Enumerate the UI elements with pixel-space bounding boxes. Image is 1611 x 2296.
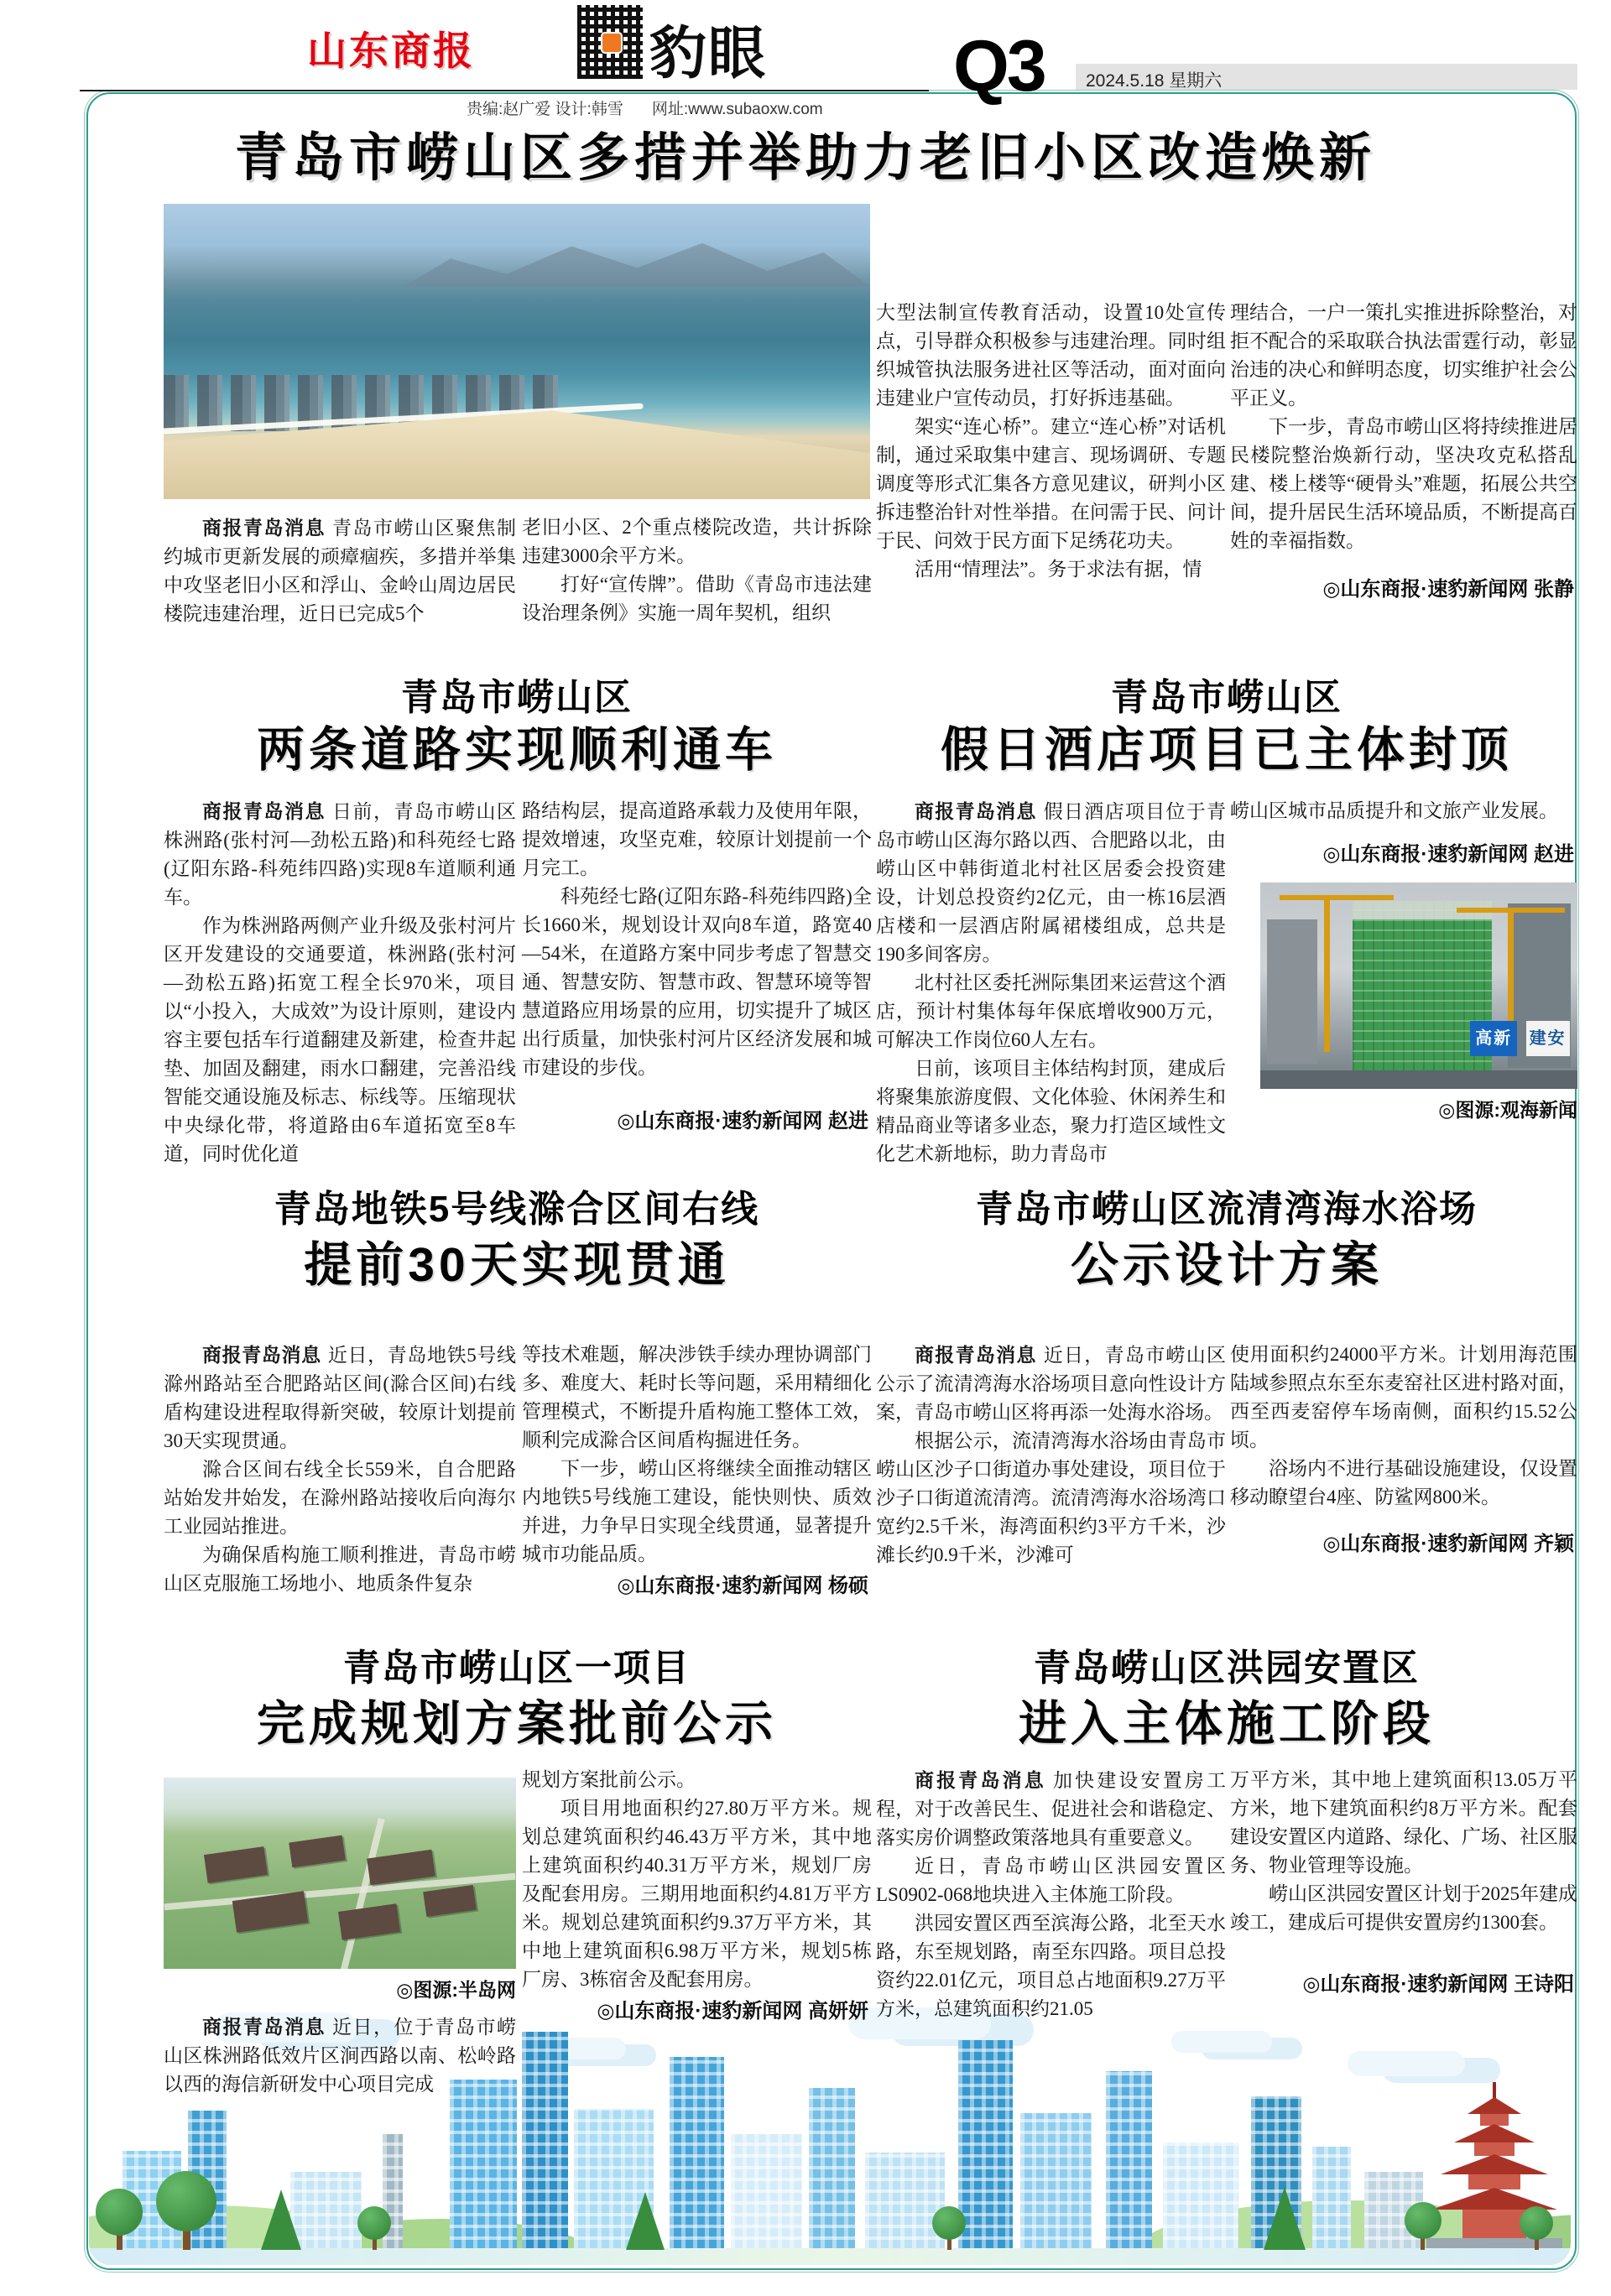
article2-byline: ◎山东商报·速豹新闻网 赵进 (617, 1110, 868, 1132)
article6-photo-caption: ◎图源:半岛网 (396, 1979, 516, 2001)
date-text: 2024.5.18 星期六 (1086, 71, 1223, 91)
article5-headline: 公示设计方案 (1071, 1238, 1383, 1292)
cloud-shape (1171, 2031, 1272, 2053)
building-shape (1312, 2147, 1351, 2252)
article1-column-3 (876, 299, 1226, 584)
page-number: Q3 (953, 26, 1045, 107)
photo-background-tower (1267, 919, 1317, 1064)
article2-column-2 (522, 797, 872, 1136)
pagoda-tier (1480, 2114, 1509, 2126)
photo-building-block (338, 1903, 400, 1939)
paragraph: 近日，青岛市崂山区洪园安置区LS0902-068地块进入主体施工阶段。 (876, 1856, 1226, 1905)
building-shape (731, 2134, 802, 2252)
paragraph: 科苑经七路(辽阳东路-科苑纬四路)全长1660米，规划设计双向8车道，路宽40—54米，在道路方案中同步考虑了智慧交通、智慧安防、智慧市政、智慧环境等智慧道路应用场景的应用，切实提升了城区出行质量，加快张村河片区经济发展和城市建设的步伐。 (522, 886, 872, 1078)
photo-foreground-wall (1260, 1070, 1577, 1089)
pagoda-base-body (1462, 2210, 1526, 2238)
article4-column-1 (164, 1341, 516, 1598)
article6-column-1 (164, 1766, 516, 2099)
paragraph: 老旧小区、2个重点楼院改造，共计拆除违建3000余平方米。 (522, 517, 872, 566)
building-shape (450, 2080, 517, 2252)
tree-crown-shape (1520, 2206, 1553, 2240)
article7-headline: 进入主体施工阶段 (1019, 1697, 1435, 1751)
date-bar (1076, 64, 1577, 90)
article4-headline: 提前30天实现贯通 (304, 1238, 730, 1292)
article4-byline: ◎山东商报·速豹新闻网 杨硕 (617, 1575, 868, 1597)
article4-kicker: 青岛地铁5号线滁合区间右线 (274, 1189, 760, 1230)
paragraph (164, 1341, 516, 1455)
pagoda-roof (1468, 2097, 1521, 2114)
building-shape (290, 2172, 362, 2252)
article1-photo-coastline (164, 204, 870, 499)
paragraph: 万平方米，其中地上建筑面积13.05万平方米，地下建筑面积约8万平方米。配套建设安置区内道路、绿化、广场、社区服务、物业管理等设施。 (1230, 1769, 1577, 1876)
lead-in: 商报青岛消息 (202, 1344, 321, 1366)
header-rule (80, 90, 929, 91)
lead-in: 商报青岛消息 (202, 2016, 326, 2038)
building-shape (809, 2088, 855, 2252)
article7-column-1 (876, 1766, 1226, 2023)
article3-byline: ◎山东商报·速豹新闻网 赵进 (1322, 843, 1574, 866)
building-shape (1020, 2113, 1092, 2252)
paragraph (876, 1341, 1226, 1427)
paragraph: 大型法制宣传教育活动，设置10处宣传点，引导群众积极参与违建治理。同时组织城管执法服务进社区等活动，面对面向违建业户宣传动员，打好拆违基础。 (876, 302, 1226, 409)
pagoda-tier (1468, 2174, 1520, 2189)
article7-column-2 (1230, 1766, 1577, 1999)
article6-byline: ◎山东商报·速豹新闻网 高妍妍 (597, 2000, 868, 2023)
website-url: 网址:www.subaoxw.com (651, 101, 823, 118)
paragraph (876, 1766, 1226, 1852)
paragraph-text: 青岛市崂山区聚焦制约城市更新发展的顽瘴痼疾，多措并举集中攻坚老旧小区和浮山、金岭山周边居民楼院违建治理，近日已完成5个 (164, 518, 516, 624)
paragraph: 活用“情理法”。务于求法有据，情 (915, 559, 1202, 580)
article3-headline: 假日酒店项目已主体封顶 (941, 723, 1513, 777)
paragraph (876, 797, 1226, 969)
paragraph: 使用面积约24000平方米。计划用海范围陆域参照点东至东麦窑社区进村路对面，西至西麦窑停车场南侧，面积约15.52公顷。 (1230, 1344, 1577, 1450)
paragraph-text: 日前，青岛市崂山区株洲路(张村河—劲松五路)和科苑经七路(辽阳东路-科苑纬四路)实现8车道顺利通车。 (164, 801, 516, 908)
building-shape (1106, 2071, 1152, 2252)
paragraph: 项目用地面积约27.80万平方米。规划总建筑面积约46.43万平方米，其中地上建筑面积约40.31万平方米，规划厂房及配套用房。三期用地面积约4.81万平方米。规划总建筑面积约9.37万平方米，其中地上建筑面积6.98万平方米，规划5栋厂房、3栋宿舍及配套用房。 (522, 1798, 872, 1990)
paragraph: 规划方案批前公示。 (522, 1769, 696, 1790)
article3-column-2 (1230, 797, 1577, 1124)
article5-column-2 (1230, 1341, 1577, 1559)
paragraph (164, 797, 516, 912)
lead-in: 商报青岛消息 (915, 1344, 1037, 1366)
pagoda-spire (1493, 2082, 1496, 2099)
tree-crown-shape (357, 2206, 391, 2240)
paragraph (164, 2012, 516, 2099)
article2-kicker: 青岛市崂山区 (401, 677, 633, 718)
paragraph: 为确保盾构施工顺利推进，青岛市崂山区克服施工场地小、地质条件复杂 (164, 1544, 516, 1594)
article3-kicker: 青岛市崂山区 (1111, 677, 1342, 718)
crane-jib (1457, 908, 1565, 913)
paragraph: 理结合，一户一策扎实推进拆除整治，对拒不配合的采取联合执法雷霆行动，彰显治违的决心和鲜明态度，切实维护社会公平正义。 (1230, 302, 1577, 409)
photo-mountains (404, 225, 870, 287)
article1-column-2 (522, 513, 872, 627)
building-shape (1163, 2142, 1238, 2252)
tree-crown-shape (932, 2206, 966, 2240)
photo-building-block (423, 1885, 477, 1917)
paragraph: 日前，该项目主体结构封顶，建成后将聚集旅游度假、文化体验、休闲养生和精品商业等诸多业态，聚力打造区域性文化艺术新地标，助力青岛市 (876, 1058, 1226, 1164)
masthead-logo: 山东商报 (307, 29, 475, 73)
article5-byline: ◎山东商报·速豹新闻网 齐颖 (1322, 1533, 1574, 1555)
lead-in: 商报青岛消息 (202, 517, 326, 539)
article7-kicker: 青岛崂山区洪园安置区 (1034, 1648, 1420, 1689)
section-brand: 豹眼 (649, 22, 768, 86)
article5-kicker: 青岛市崂山区流清湾海水浴场 (976, 1189, 1478, 1230)
article3-column-1 (876, 797, 1226, 1169)
paragraph: 下一步，崂山区将继续全面推动辖区内地铁5号线施工建设，能快则快、质效并进，力争早日实现全线贯通，显著提升城市功能品质。 (522, 1458, 872, 1565)
sign-jianan: 建安 (1526, 1021, 1570, 1056)
paragraph: 根据公示，流清湾海水浴场由青岛市崂山区沙子口街道办事处建设，项目位于沙子口街道流清湾。流清湾海水浴场湾口宽约2.5千米，海湾面积约3平方千米，沙滩长约0.9千米，沙滩可 (876, 1430, 1226, 1565)
tree-crown-shape (96, 2189, 143, 2236)
pagoda-tier (1474, 2142, 1515, 2156)
article2-headline: 两条道路实现顺利通车 (257, 723, 777, 777)
paragraph: 作为株洲路两侧产业升级及张村河片区开发建设的交通要道，株洲路(张村河—劲松五路)拓宽工程全长970米，项目以“小投入，大成效”为设计原则，建设内容主要包括车行道翻建及新建，检查井起垫、加固及翻建，雨水口翻建，完善沿线智能交通设施及标志、标线等。压缩现状中央绿化带，将道路由6车道拓宽至8车道，同时优化道 (164, 915, 516, 1164)
lead-in: 商报青岛消息 (202, 800, 326, 822)
paragraph: 北村社区委托洲际集团来运营这个酒店，预计村集体每年保底增收900万元，可解决工作岗位60人左右。 (876, 972, 1226, 1050)
building-shape (865, 2153, 945, 2252)
lead-in: 商报青岛消息 (915, 1769, 1046, 1791)
paragraph: 下一步，青岛市崂山区将持续推进居民楼院整治焕新行动，坚决攻克私搭乱建、楼上楼等“硬骨头”难题，拓展公共空间，提升居民生活环境品质，不断提高百姓的幸福指数。 (1230, 416, 1577, 551)
building-shape (522, 2032, 568, 2252)
article1-column-1 (164, 513, 516, 628)
paragraph-text: 加快建设安置房工程，对于改善民生、促进社会和谐稳定、落实房价调整政策落地具有重要意义。 (876, 1770, 1227, 1848)
article4-column-2 (522, 1341, 872, 1601)
paragraph-text: 近日，青岛地铁5号线滁州路站至合肥路站区间(滁合区间)右线盾构建设进程取得新突破，较原计划提前30天实现贯通。 (164, 1345, 517, 1451)
pagoda-platform (1426, 2238, 1562, 2248)
building-shape (958, 2040, 1013, 2252)
article2-column-1 (164, 797, 516, 1169)
credits-line (467, 96, 936, 119)
tree-crown-shape (156, 2171, 216, 2231)
paragraph: 架实“连心桥”。建立“连心桥”对话机制，通过采取集中建言、现场调研、专题调度等形式汇集各方意见建议，研判小区拆违整治针对性举措。在问需于民、问计于民、问效于民方面下足绣花功夫。 (876, 416, 1226, 551)
ground-strip (89, 2248, 1571, 2265)
article1-headline: 青岛市崂山区多措并举助力老旧小区改造焕新 (234, 129, 1376, 187)
pagoda-roof (1454, 2124, 1535, 2142)
building-shape (670, 2057, 724, 2252)
paragraph-text: 近日，位于青岛市崂山区株洲路低效片区涧西路以南、松岭路以西的海信新研发中心项目完成 (164, 2017, 516, 2095)
paragraph: 等技术难题，解决涉铁手续办理协调部门多、难度大、耗时长等问题，采用精细化管理模式，不断提升盾构施工整体工效，顺利完成滁合区间盾构掘进任务。 (522, 1344, 872, 1450)
sign-gaoxin: 高新 (1470, 1021, 1517, 1056)
editor-credit: 贵编:赵广爱 设计:韩雪 (467, 101, 623, 118)
paragraph: 路结构层，提高道路承载力及使用年限，提效增速，攻坚克难，较原计划提前一个月完工。 (522, 800, 872, 878)
article3-photo-construction (1260, 882, 1577, 1089)
article5-column-1 (876, 1341, 1226, 1570)
article6-headline: 完成规划方案批前公示 (257, 1697, 777, 1751)
article6-photo-aerial-render (164, 1778, 516, 1969)
tree-crown-shape (1405, 2202, 1442, 2239)
article1-column-4 (1230, 299, 1577, 604)
qr-logo-dot (601, 32, 623, 54)
paragraph (164, 513, 516, 628)
photo-building-block (204, 1846, 268, 1883)
paragraph: 崂山区洪园安置区计划于2025年建成竣工，建成后可提供安置房约1300套。 (1230, 1883, 1577, 1933)
paragraph: 滁合区间右线全长559米，自合肥路站始发井始发，在滁州路站接收后向海尔工业园站推进。 (164, 1459, 516, 1537)
crane-mast (1324, 895, 1330, 1052)
article6-column-2 (522, 1766, 872, 2026)
paragraph: 崂山区城市品质提升和文旅产业发展。 (1230, 800, 1558, 821)
article1-byline: ◎山东商报·速豹新闻网 张静 (1322, 578, 1574, 601)
paragraph-text: 近日，青岛市崂山区公示了流清湾海水浴场项目意向性设计方案，青岛市崂山区将再添一处海水浴场。 (876, 1345, 1227, 1423)
paragraph-text: 假日酒店项目位于青岛市崂山区海尔路以西、合肥路以北，由崂山区中韩街道北村社区居委会投资建设，计划总投资约2亿元，由一栋16层酒店楼和一层酒店附属裙楼组成，总共是190多间客房。 (876, 801, 1227, 965)
article3-photo-caption: ◎图源:观海新闻 (1438, 1099, 1577, 1121)
article6-kicker: 青岛市崂山区一项目 (343, 1648, 691, 1689)
paragraph: 浴场内不进行基础设施建设，仅设置移动瞭望台4座、防鲨网800米。 (1230, 1458, 1577, 1507)
paragraph: 打好“宣传牌”。借助《青岛市违法建设治理条例》实施一周年契机，组织 (522, 574, 872, 623)
lead-in: 商报青岛消息 (915, 800, 1037, 822)
cloud-shape (1348, 2051, 1465, 2076)
qr-code-icon (577, 5, 643, 79)
pagoda-roof (1441, 2154, 1548, 2174)
article7-byline: ◎山东商报·速豹新闻网 王诗阳 (1302, 1973, 1574, 1996)
photo-building-block (289, 1835, 346, 1868)
crane-jib (1280, 895, 1394, 900)
paragraph: 洪园安置区西至滨海公路，北至天水路，东至规划路，南至东四路。项目总投资约22.01亿元，项目总占地面积9.27万平方米，总建筑面积约21.05 (876, 1913, 1226, 2019)
